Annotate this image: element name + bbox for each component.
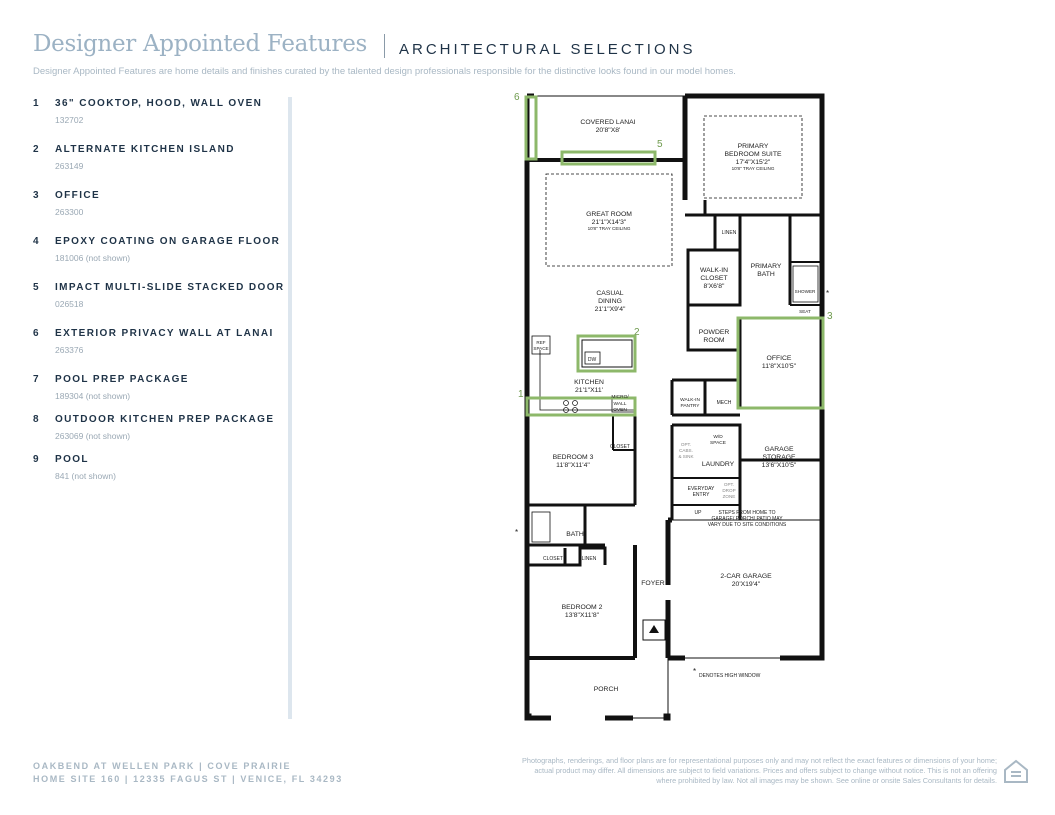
feature-number: 9 [33,454,39,465]
primary-bath-name2: BATH [757,271,775,278]
privacy-wall-highlight [526,97,536,159]
feature-code: 263376 [55,345,84,355]
asterisk-shower: * [826,289,830,298]
feature-name: EPOXY COATING ON GARAGE FLOOR [55,236,281,247]
marker-6: 6 [514,92,520,103]
up-label: UP [694,510,702,516]
walkin-dim: 8'X6'8" [703,283,725,290]
bedroom3-name: BEDROOM 3 [552,454,594,461]
office-dim: 11'8"X10'5" [761,363,797,370]
lanai-name: COVERED LANAI [580,119,636,126]
everyday-entry-l2: ENTRY [692,492,710,498]
steps-note-l2: GARAGE/ PORCH/ PATIO MAY [711,516,783,522]
walkin-name2: CLOSET [700,275,728,282]
dining-dim: 21'1"X9'4" [594,306,626,313]
column-divider [288,97,292,719]
steps-note-l3: VARY DUE TO SITE CONDITIONS [707,522,787,528]
garage-dim: 20'X19'4" [731,581,761,588]
island-highlight [578,336,635,371]
dining-name2: DINING [598,298,622,305]
opt-cabs-l2: CABS. [679,448,693,453]
feature-name: OUTDOOR KITCHEN PREP PACKAGE [55,414,275,425]
office-name: OFFICE [766,355,792,362]
bedroom2-name: BEDROOM 2 [561,604,603,611]
lanai-dim: 20'8"X8' [595,127,621,134]
marker-5: 5 [657,139,663,150]
closet2-label: CLOSET [542,556,564,562]
ref-space-l2: SPACE [533,346,549,351]
ref-space-l1: REF [536,340,546,345]
dining-name1: CASUAL [596,290,624,297]
suite-note: 10'8" TRAY CEILING [731,166,775,171]
feature-number: 2 [33,144,39,155]
feature-code: 181006 (not shown) [55,253,131,263]
primary-bath-name1: PRIMARY [750,263,782,270]
page-title: Designer Appointed Features [33,31,368,57]
powder-name1: POWDER [698,329,730,336]
feature-number: 5 [33,282,39,293]
feature-code: 841 (not shown) [55,471,116,481]
great-room-dim: 21'1"X14'3" [591,219,627,226]
linen-label: LINEN [721,230,737,236]
suite-dim: 17'4"X15'2" [735,159,771,166]
home-site-address: HOME SITE 160 | 12335 FAGUS ST | VENICE, FL 34293 [33,774,343,784]
closet-label: CLOSET [609,444,631,450]
feature-code: 026518 [55,299,84,309]
feature-number: 4 [33,236,39,247]
drop-zone-l2: DROP [722,488,736,493]
feature-code: 263149 [55,161,84,171]
feature-name: EXTERIOR PRIVACY WALL AT LANAI [55,328,274,339]
steps-note-l1: STEPS FROM HOME TO [718,510,776,516]
feature-number: 7 [33,374,39,385]
marker-1: 1 [518,389,524,400]
title-divider [384,34,385,58]
feature-name: ALTERNATE KITCHEN ISLAND [55,144,235,155]
porch-label: PORCH [593,686,619,693]
great-room-name: GREAT ROOM [586,211,632,218]
garage-storage-l2: STORAGE [762,454,796,461]
feature-code: 263069 (not shown) [55,431,131,441]
garage-storage-l1: GARAGE [764,446,794,453]
legal-disclaimer: Photographs, renderings, and floor plans are for representational purposes only and may not reflect the exact features or dimensions of your home; actual product may differ. All dimensions are subject to field variations. Prices and offers subject to change without notice. This is not an offering where prohibited by law. Not all images may be shown. See online or onsite Sales Consultants for details. [522,756,997,785]
opt-cabs-l1: OPT. [680,442,692,447]
drop-zone-l3: ZONE [722,494,736,499]
bedroom3-dim: 11'8"X11'4" [556,462,590,469]
feature-code: 132702 [55,115,84,125]
asterisk-note: * [693,667,697,676]
marker-2: 2 [634,327,640,338]
feature-number: 3 [33,190,39,201]
feature-code: 189304 (not shown) [55,391,131,401]
mech-label: MECH [716,400,732,406]
pantry-l1: WALK-IN [680,398,700,403]
feature-number: 6 [33,328,39,339]
wall-oven-l2: OVEN [613,408,627,413]
drop-zone-l1: OPT. [723,482,735,487]
suite-name2: BEDROOM SUITE [724,151,782,158]
feature-code: 263300 [55,207,84,217]
seat-label: SEAT [799,309,811,314]
foyer-label: FOYER [641,580,665,587]
feature-number: 8 [33,414,39,425]
suite-name1: PRIMARY [737,143,769,150]
marker-3: 3 [827,311,833,322]
walkin-name1: WALK-IN [699,267,729,274]
everyday-entry-l1: EVERYDAY [687,486,715,492]
community-name: OAKBEND AT WELLEN PARK | COVE PRAIRIE [33,761,292,771]
garage-name: 2-CAR GARAGE [720,573,772,580]
wall-oven-l1: WALL [613,402,627,407]
high-window-note: DENOTES HIGH WINDOW [699,673,761,679]
kitchen-dim: 21'1"X11' [575,387,603,394]
shower-label: SHOWER [794,289,816,294]
feature-name: POOL PREP PACKAGE [55,374,189,385]
feature-number: 1 [33,98,39,109]
dw-label: DW [587,357,597,363]
opt-cabs-l3: & SINK [678,454,694,459]
micro-label: MICRO/ [611,395,629,400]
kitchen-name: KITCHEN [574,379,604,386]
page-subtitle: ARCHITECTURAL SELECTIONS [399,41,696,58]
bath-label: BATH [566,531,584,538]
linen2-label: LINEN [581,556,597,562]
powder-name2: ROOM [703,337,725,344]
wd-space-l2: SPACE [710,441,726,446]
pantry-l2: PANTRY [680,404,700,409]
feature-name: POOL [55,454,89,465]
laundry-label: LAUNDRY [701,461,735,468]
floor-plan [505,88,845,728]
garage-storage-dim: 13'6"X10'5" [761,462,797,469]
intro-text: Designer Appointed Features are home details and finishes curated by the talented design professionals responsible for the distinctive looks found in our model homes. [33,66,736,77]
feature-name: OFFICE [55,190,101,201]
equal-housing-icon [1002,758,1030,784]
asterisk-bath: * [515,528,519,537]
great-room-note: 10'8" TRAY CEILING [587,226,631,231]
feature-name: 36" COOKTOP, HOOD, WALL OVEN [55,98,263,109]
bedroom2-dim: 13'8"X11'8" [564,612,600,619]
feature-name: IMPACT MULTI-SLIDE STACKED DOOR [55,282,285,293]
wd-space-l1: W/D [713,435,723,440]
